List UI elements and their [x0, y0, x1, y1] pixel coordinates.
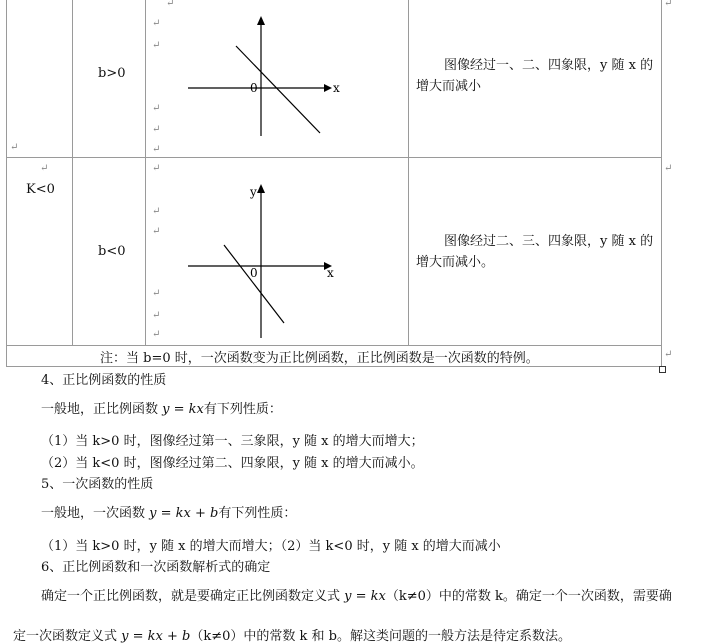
section6-formula-1: y = kx [344, 589, 386, 604]
table-row-divider [6, 157, 662, 158]
para-mark: ↵ [40, 163, 49, 174]
section4-intro-prefix: 一般地，正比例函数 [41, 402, 163, 417]
section5-formula: y = kx + b [149, 506, 219, 521]
section4-item-2: （2）当 k<0 时，图像经过第二、四象限，y 随 x 的增大而减小。 [41, 456, 424, 471]
row2-k-condition: K<0 [26, 182, 55, 197]
section6-line2-b: （k≠0）中的常数 k 和 b。解这类问题的一般方法是待定系数法。 [190, 629, 571, 644]
x-axis-label: x [327, 266, 334, 280]
table-note-top [6, 345, 662, 346]
section5-heading: 5、一次函数的性质 [41, 477, 154, 492]
table-border-right [661, 0, 662, 366]
section5-items: （1）当 k>0 时，y 随 x 的增大而增大；（2）当 k<0 时，y 随 x 的增大而减小 [41, 539, 501, 554]
para-mark: ↵ [152, 18, 161, 29]
table-col-divider-3 [408, 0, 409, 346]
section6-line-1 [41, 585, 672, 604]
row2-b-condition: b<0 [98, 244, 126, 259]
section6-line1-a: 确定一个正比例函数，就是要确定正比例函数定义式 [41, 589, 345, 604]
section6-formula-2: y = kx + b [121, 629, 191, 644]
para-mark: ↵ [664, 163, 673, 174]
y-axis-label: y [250, 185, 257, 199]
section4-intro-suffix: 有下列性质： [203, 402, 282, 417]
section5-intro-suffix: 有下列性质： [218, 506, 297, 521]
para-mark: ↵ [152, 310, 161, 321]
row2-graph [180, 178, 345, 340]
table-resize-handle[interactable] [659, 366, 666, 373]
row1-description: 图像经过一、二、四象限，y 随 x 的增大而减小 [416, 58, 654, 94]
para-mark: ↵ [152, 163, 161, 174]
section4-heading: 4、正比例函数的性质 [41, 373, 167, 388]
section4-formula: y = kx [162, 402, 204, 417]
section6-line1-b: （k≠0）中的常数 k。确定一个一次函数，需要确 [385, 589, 672, 604]
origin-label: 0 [250, 266, 258, 280]
row1-b-condition: b>0 [98, 66, 126, 81]
para-mark: ↵ [152, 329, 161, 340]
para-mark: ↵ [152, 124, 161, 135]
table-col-divider-1 [72, 0, 73, 346]
y-axis-arrow-icon [257, 16, 265, 25]
section4-item-1: （1）当 k>0 时，图像经过第一、三象限，y 随 x 的增大而增大； [41, 434, 424, 449]
para-mark: ↵ [152, 226, 161, 237]
section5-intro [41, 502, 296, 521]
x-axis-label: x [333, 81, 340, 95]
para-mark: ↵ [10, 142, 19, 153]
para-mark: ↵ [166, 0, 175, 9]
para-mark: ↵ [152, 103, 161, 114]
para-mark: ↵ [664, 349, 673, 360]
section5-intro-prefix: 一般地，一次函数 [41, 506, 150, 521]
section6-line2-a: 定一次函数定义式 [13, 629, 122, 644]
section4-intro [41, 398, 282, 417]
origin-label: 0 [250, 81, 258, 95]
y-axis-arrow-icon [257, 184, 265, 193]
row2-description: 图像经过二、三、四象限，y 随 x 的增大而减小。 [416, 234, 654, 270]
para-mark: ↵ [664, 0, 673, 9]
section6-line-2 [13, 625, 571, 644]
section6-heading: 6、正比例函数和一次函数解析式的确定 [41, 560, 271, 575]
table-note: 注：当 b=0 时，一次函数变为正比例函数，正比例函数是一次函数的特例。 [100, 351, 539, 366]
x-axis-arrow-icon [324, 84, 332, 92]
para-mark: ↵ [152, 288, 161, 299]
function-line [236, 46, 320, 133]
table-border-bottom [6, 366, 662, 367]
para-mark: ↵ [152, 40, 161, 51]
function-line [224, 245, 284, 323]
table-col-divider-2 [145, 0, 146, 346]
para-mark: ↵ [152, 144, 161, 155]
para-mark: ↵ [152, 206, 161, 217]
table-border-left [6, 0, 7, 366]
row1-graph [180, 12, 345, 140]
